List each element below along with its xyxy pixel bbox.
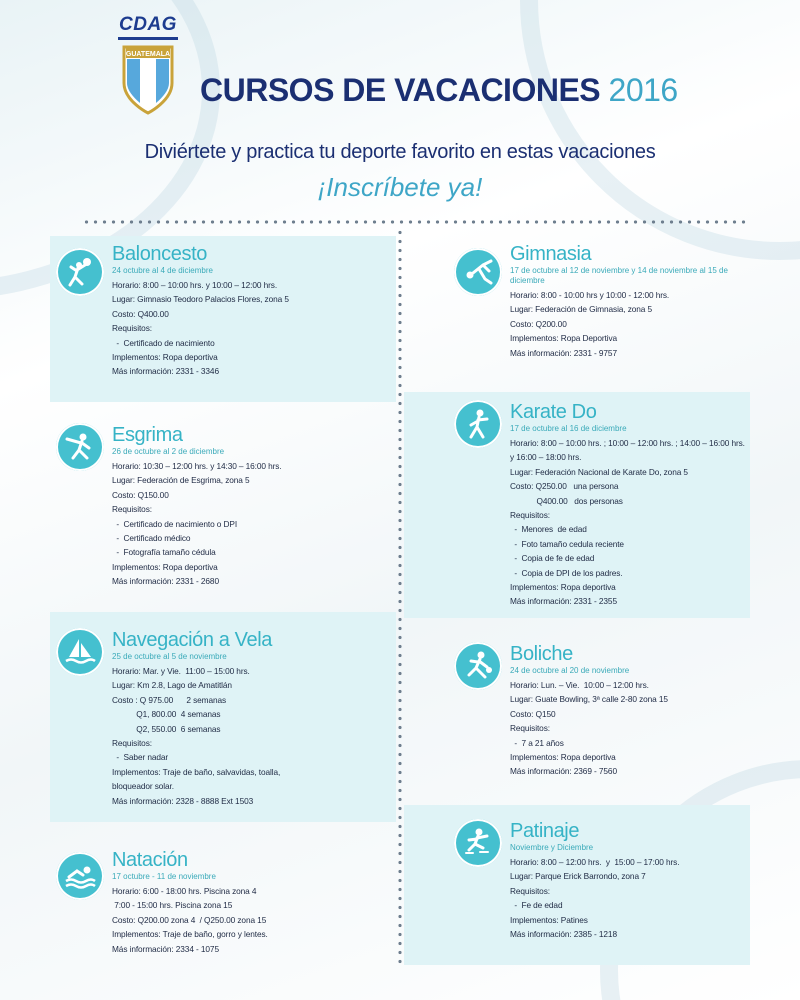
detail-line: Costo: Q150.00 xyxy=(112,489,169,500)
course-body xyxy=(112,423,402,589)
detail-line: Costo: Q200.00 xyxy=(510,318,567,329)
detail-line: bloqueador solar. xyxy=(112,781,174,792)
detail-line: Lugar: Guate Bowling, 3ª calle 2-80 zona 15 xyxy=(510,694,668,705)
detail-line: Horario: 8:00 - 10:00 hrs y 10:00 - 12:00 hrs. xyxy=(510,290,670,300)
logo-underline xyxy=(118,37,178,40)
detail-line: - 7 a 21 años xyxy=(510,737,564,748)
detail-line: Requisitos: xyxy=(112,738,152,749)
detail-line: - Certificado de nacimiento xyxy=(112,337,215,348)
title-year: 2016 xyxy=(608,72,678,108)
detail-line: Horario: 8:00 – 12:00 hrs. y 15:00 – 17:00 hrs. xyxy=(510,857,680,867)
course-body xyxy=(510,819,800,941)
detail-line: Horario: Lun. – Vie. 10:00 – 12:00 hrs. xyxy=(510,680,649,690)
course-title: Gimnasia xyxy=(510,243,592,265)
logo-text: CDAG xyxy=(119,14,177,35)
detail-line: Implementos: Ropa deportiva xyxy=(510,752,616,763)
cdag-logo xyxy=(112,14,184,115)
detail-line: Implementos: Traje de baño, gorro y lentes. xyxy=(112,929,268,940)
detail-line: - Fe de edad xyxy=(510,900,563,911)
course-title: Karate Do xyxy=(510,401,597,423)
header xyxy=(0,0,800,215)
course-details xyxy=(112,278,402,379)
course-dates: 25 de octubre al 5 de noviembre xyxy=(112,652,227,661)
course-title: Baloncesto xyxy=(112,243,207,265)
sailing-icon xyxy=(56,628,104,676)
detail-line: Implementos: Ropa deportiva xyxy=(112,352,218,363)
course-details xyxy=(510,436,800,609)
course-details xyxy=(112,884,402,956)
course-dates: 17 de octubre al 16 de diciembre xyxy=(510,424,627,433)
detail-line: Requisitos: xyxy=(510,723,550,734)
basketball-icon xyxy=(56,248,104,296)
detail-line: Q2, 550.00 6 semanas xyxy=(112,723,221,734)
detail-line: - Copia de fe de edad xyxy=(510,553,595,564)
course-details xyxy=(510,678,800,779)
detail-line: Costo: Q400.00 xyxy=(112,308,169,319)
guatemala-shield-icon xyxy=(120,43,176,115)
detail-line: Requisitos: xyxy=(112,504,152,515)
detail-line: Más información: 2331 - 3346 xyxy=(112,366,219,377)
detail-line: Más información: 2331 - 2355 xyxy=(510,596,617,607)
detail-line: Implementos: Traje de baño, salvavidas, toalla, xyxy=(112,766,281,777)
detail-line: Costo: Q200.00 zona 4 / Q250.00 zona 15 xyxy=(112,914,267,925)
dotted-divider-horizontal xyxy=(82,220,747,224)
detail-line: Requisitos: xyxy=(510,510,550,521)
detail-line: Lugar: Parque Erick Barrondo, zona 7 xyxy=(510,871,646,882)
page-title xyxy=(200,72,678,109)
course-title: Natación xyxy=(112,849,188,871)
detail-line: Lugar: Federación de Esgrima, zona 5 xyxy=(112,475,250,486)
detail-line: Horario: 8:00 – 10:00 hrs. y 10:00 – 12:00 hrs. xyxy=(112,280,278,290)
detail-line: - Saber nadar xyxy=(112,752,169,763)
detail-line: - Certificado de nacimiento o DPI xyxy=(112,518,238,529)
detail-line: Horario: 10:30 – 12:00 hrs. y 14:30 – 16:00 hrs. xyxy=(112,461,282,471)
course-dates: 17 octubre - 11 de noviembre xyxy=(112,872,216,881)
detail-line: 7:00 - 15:00 hrs. Piscina zona 15 xyxy=(112,900,233,911)
detail-line: Más información: 2331 - 2680 xyxy=(112,576,219,587)
subtitle: Diviértete y practica tu deporte favorito en estas vacaciones xyxy=(144,141,656,163)
detail-line: - Menores de edad xyxy=(510,524,587,535)
course-body xyxy=(510,242,800,360)
detail-line: Implementos: Patines xyxy=(510,914,588,925)
shield-text: GUATEMALA xyxy=(125,51,171,58)
fencing-icon xyxy=(56,423,104,471)
course-title: Esgrima xyxy=(112,424,183,446)
detail-line: Costo: Q150 xyxy=(510,708,556,719)
skating-icon xyxy=(454,819,502,867)
gymnastics-icon xyxy=(454,248,502,296)
course-dates: 24 octubre al 4 de diciembre xyxy=(112,266,213,275)
detail-line: Horario: Mar. y Vie. 11:00 – 15:00 hrs. xyxy=(112,666,250,676)
detail-line: Requisitos: xyxy=(112,323,152,334)
detail-line: - Copia de DPI de los padres. xyxy=(510,567,623,578)
course-title: Patinaje xyxy=(510,820,580,842)
detail-line: Implementos: Ropa Deportiva xyxy=(510,333,618,344)
detail-line: Costo : Q 975.00 2 semanas xyxy=(112,694,227,705)
detail-line: Q400.00 dos personas xyxy=(510,495,623,506)
course-body xyxy=(510,642,800,779)
course-details xyxy=(112,459,402,589)
detail-line: Lugar: Federación de Gimnasia, zona 5 xyxy=(510,304,653,315)
course-dates: 26 de octubre al 2 de diciembre xyxy=(112,447,225,456)
detail-line: Horario: 6:00 - 18:00 hrs. Piscina zona 4 xyxy=(112,886,257,896)
karate-icon xyxy=(454,400,502,448)
detail-line: - Certificado médico xyxy=(112,533,191,544)
course-details xyxy=(510,855,800,941)
course-details xyxy=(112,664,402,808)
course-dates: 24 de octubre al 20 de noviembre xyxy=(510,666,630,675)
course-body xyxy=(510,400,800,609)
detail-line: Más información: 2385 - 1218 xyxy=(510,929,617,940)
course-details xyxy=(510,288,800,360)
course-body xyxy=(112,628,402,808)
swimming-icon xyxy=(56,852,104,900)
detail-line: Lugar: Gimnasio Teodoro Palacios Flores, zona 5 xyxy=(112,294,289,305)
detail-line: - Fotografía tamaño cédula xyxy=(112,547,216,558)
title-text: CURSOS DE VACACIONES xyxy=(200,72,601,108)
detail-line: Costo: Q250.00 una persona xyxy=(510,481,619,492)
detail-line: Implementos: Ropa deportiva xyxy=(510,582,616,593)
detail-line: Lugar: Federación Nacional de Karate Do, zona 5 xyxy=(510,466,688,477)
detail-line: Lugar: Km 2.8, Lago de Amatitlán xyxy=(112,680,232,691)
bowling-icon xyxy=(454,642,502,690)
call-to-action: ¡Inscríbete ya! xyxy=(317,172,483,202)
course-body xyxy=(112,242,402,379)
detail-line: y 16:00 – 18:00 hrs. xyxy=(510,452,582,463)
detail-line: Implementos: Ropa deportiva xyxy=(112,561,218,572)
detail-line: - Foto tamaño cedula reciente xyxy=(510,538,624,549)
course-body xyxy=(112,848,402,956)
course-title: Navegación a Vela xyxy=(112,629,272,651)
detail-line: Requisitos: xyxy=(510,885,550,896)
detail-line: Q1, 800.00 4 semanas xyxy=(112,709,221,720)
course-title: Boliche xyxy=(510,643,573,665)
course-dates: 17 de octubre al 12 de noviembre y 14 de noviembre al 15 de diciembre xyxy=(510,266,728,285)
detail-line: Más información: 2328 - 8888 Ext 1503 xyxy=(112,795,254,806)
detail-line: Horario: 8:00 – 10:00 hrs. ; 10:00 – 12:00 hrs. ; 14:00 – 16:00 hrs. xyxy=(510,438,745,448)
detail-line: Más información: 2369 - 7560 xyxy=(510,766,617,777)
course-dates: Noviembre y Diciembre xyxy=(510,843,594,852)
detail-line: Más información: 2331 - 9757 xyxy=(510,347,617,358)
detail-line: Más información: 2334 - 1075 xyxy=(112,943,219,954)
